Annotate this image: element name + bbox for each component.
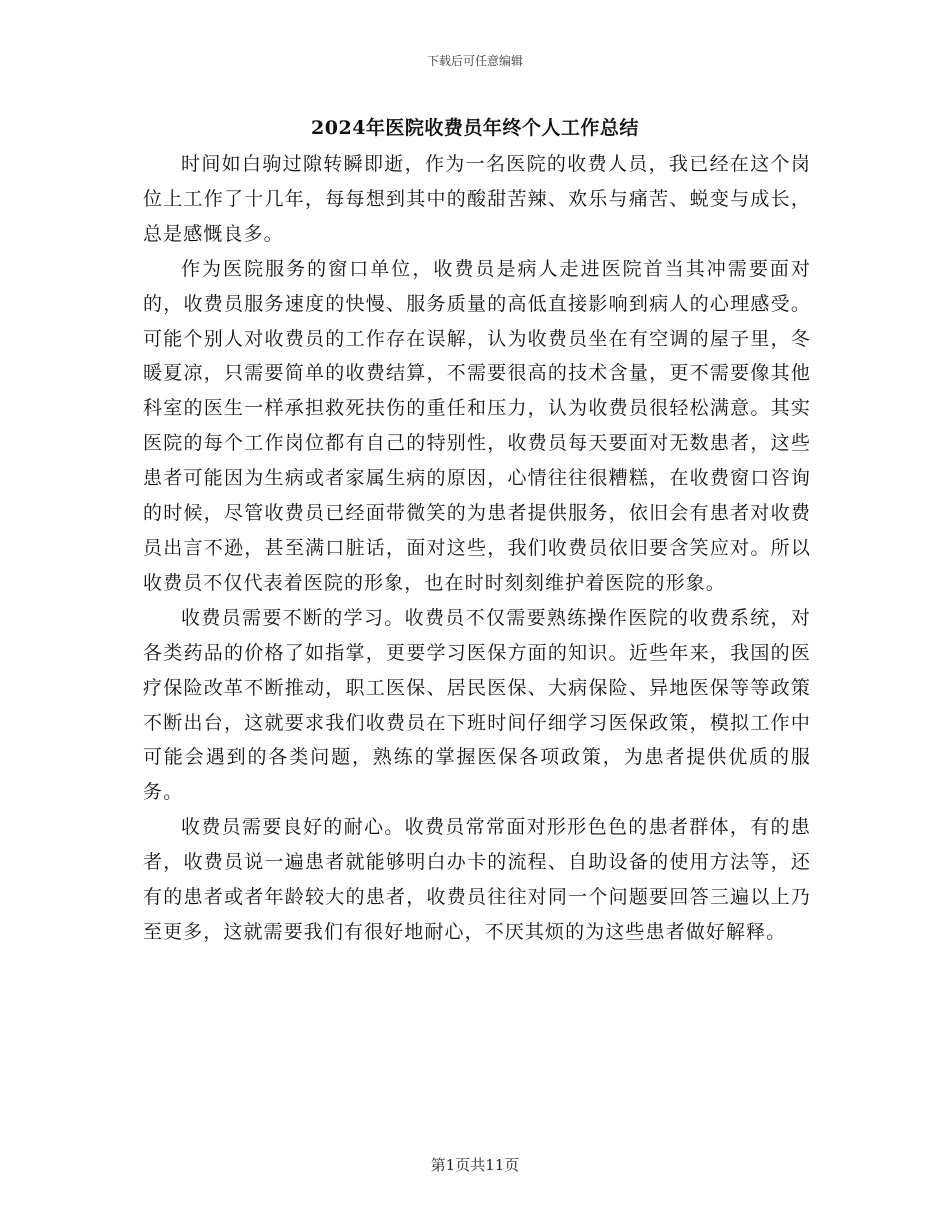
paragraph: 时间如白驹过隙转瞬即逝，作为一名医院的收费人员，我已经在这个岗位上工作了十几年，每每想到其中的酸甜苦辣、欢乐与痛苦、蜕变与成长，总是感慨良多。 xyxy=(143,153,811,245)
document-title: 2024年医院收费员年终个人工作总结 xyxy=(311,117,639,139)
paragraph: 收费员需要不断的学习。收费员不仅需要熟练操作医院的收费系统，对各类药品的价格了如指掌，更要学习医保方面的知识。近些年来，我国的医疗保险改革不断推动，职工医保、居民医保、大病保险、异地医保等等政策不断出台，这就要求我们收费员在下班时间仔细学习医保政策，模拟工作中可能会遇到的各类问题，熟练的掌握医保各项政策，为患者提供优质的服务。 xyxy=(143,606,811,804)
paragraph: 作为医院服务的窗口单位，收费员是病人走进医院首当其冲需要面对的，收费员服务速度的快慢、服务质量的高低直接影响到病人的心理感受。可能个别人对收费员的工作存在误解，认为收费员坐在有空调的屋子里，冬暖夏凉，只需要简单的收费结算，不需要很高的技术含量，更不需要像其他科室的医生一样承担救死扶伤的重任和压力，认为收费员很轻松满意。其实医院的每个工作岗位都有自己的特别性，收费员每天要面对无数患者，这些患者可能因为生病或者家属生病的原因，心情往往很糟糕，在收费窗口咨询的时候，尽管收费员已经面带微笑的为患者提供服务，依旧会有患者对收费员出言不逊，甚至满口脏话，面对这些，我们收费员依旧要含笑应对。所以收费员不仅代表着医院的形象，也在时时刻刻维护着医院的形象。 xyxy=(143,257,811,594)
page-number: 第1页共11页 xyxy=(430,1156,520,1174)
page-header-note: 下载后可任意编辑 xyxy=(426,54,523,68)
document-body xyxy=(143,147,811,950)
paragraph: 收费员需要良好的耐心。收费员常常面对形形色色的患者群体，有的患者，收费员说一遍患者就能够明白办卡的流程、自助设备的使用方法等，还有的患者或者年龄较大的患者，收费员往往对同一个问题要回答三遍以上乃至更多，这就需要我们有很好地耐心，不厌其烦的为这些患者做好解释。 xyxy=(143,816,811,943)
